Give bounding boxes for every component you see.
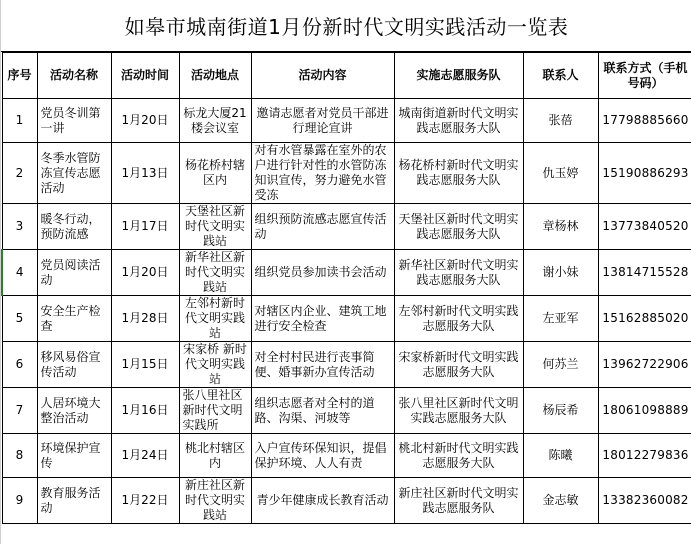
cell-service-team[interactable]: 左邻村新时代文明实践志愿服务大队 bbox=[394, 296, 523, 342]
cell-activity-time[interactable]: 1月20日 bbox=[111, 99, 179, 143]
cell-phone[interactable]: 17798885660 bbox=[598, 99, 691, 143]
cell-activity-place[interactable]: 桃北村辖区内 bbox=[179, 434, 251, 478]
activity-table bbox=[1, 52, 691, 524]
cell-activity-time[interactable]: 1月24日 bbox=[111, 434, 179, 478]
cell-service-team[interactable]: 天堡社区新时代文明实践志愿服务大队 bbox=[394, 204, 523, 250]
header-activity-time[interactable]: 活动时间 bbox=[111, 53, 179, 99]
cell-activity-place[interactable]: 新庄社区新时代文明实践站 bbox=[179, 478, 251, 524]
cell-contact[interactable]: 章杨林 bbox=[523, 204, 598, 250]
cell-activity-time[interactable]: 1月17日 bbox=[111, 204, 179, 250]
cell-activity-time[interactable]: 1月13日 bbox=[111, 143, 179, 204]
cell-activity-name[interactable]: 安全生产检查 bbox=[37, 296, 111, 342]
cell-activity-content[interactable]: 对有水管暴露在室外的农户进行针对性的水管防冻知识宣传，努力避免水管受冻 bbox=[251, 143, 394, 204]
cell-activity-content[interactable]: 组织志愿者对全村的道路、沟渠、河坡等 bbox=[251, 388, 394, 434]
cell-activity-content[interactable]: 邀请志愿者对党员干部进行理论宣讲 bbox=[251, 99, 394, 143]
cell-phone[interactable]: 13773840520 bbox=[598, 204, 691, 250]
cell-activity-name[interactable]: 移风易俗宣传活动 bbox=[37, 342, 111, 388]
header-service-team[interactable]: 实施志愿服务队 bbox=[394, 53, 523, 99]
cell-activity-content[interactable]: 组织预防流感志愿宣传活动 bbox=[251, 204, 394, 250]
cell-contact[interactable]: 金志敏 bbox=[523, 478, 598, 524]
table-row bbox=[2, 342, 691, 388]
cell-index[interactable]: 2 bbox=[2, 143, 37, 204]
table-row bbox=[2, 99, 691, 143]
table-row bbox=[2, 250, 691, 296]
table-title: 如皋市城南街道1月份新时代文明实践活动一览表 bbox=[124, 15, 569, 39]
cell-index[interactable]: 1 bbox=[2, 99, 37, 143]
cell-activity-content[interactable]: 对全村村民进行丧事简便、婚事新办宣传活动 bbox=[251, 342, 394, 388]
cell-contact[interactable]: 张蓓 bbox=[523, 99, 598, 143]
cell-phone[interactable]: 13962722906 bbox=[598, 342, 691, 388]
table-row bbox=[2, 478, 691, 524]
cell-contact[interactable]: 杨辰希 bbox=[523, 388, 598, 434]
cell-index[interactable]: 8 bbox=[2, 434, 37, 478]
table-row bbox=[2, 388, 691, 434]
table-title-cell[interactable] bbox=[1, 0, 691, 52]
cell-index[interactable]: 9 bbox=[2, 478, 37, 524]
cell-service-team[interactable]: 城南街道新时代文明实践志愿服务大队 bbox=[394, 99, 523, 143]
cell-activity-content[interactable]: 青少年健康成长教育活动 bbox=[251, 478, 394, 524]
cell-service-team[interactable]: 张八里社区新时代文明实践志愿服务大队 bbox=[394, 388, 523, 434]
cell-activity-place[interactable]: 宋家桥 新时代文明实践站 bbox=[179, 342, 251, 388]
cell-activity-time[interactable]: 1月28日 bbox=[111, 296, 179, 342]
header-activity-name[interactable]: 活动名称 bbox=[37, 53, 111, 99]
cell-service-team[interactable]: 宋家桥新时代文明实践志愿服务大队 bbox=[394, 342, 523, 388]
cell-contact[interactable]: 何苏兰 bbox=[523, 342, 598, 388]
cell-contact[interactable]: 陈曦 bbox=[523, 434, 598, 478]
header-contact[interactable]: 联系人 bbox=[523, 53, 598, 99]
header-index[interactable]: 序号 bbox=[2, 53, 37, 99]
cell-phone[interactable]: 13814715528 bbox=[598, 250, 691, 296]
table-row bbox=[2, 204, 691, 250]
cell-activity-name[interactable]: 环境保护宣传 bbox=[37, 434, 111, 478]
cell-service-team[interactable]: 桃北村新时代文明实践志愿服务大队 bbox=[394, 434, 523, 478]
cell-activity-content[interactable]: 组织党员参加读书会活动 bbox=[251, 250, 394, 296]
cell-phone[interactable]: 15190886293 bbox=[598, 143, 691, 204]
cell-index[interactable]: 6 bbox=[2, 342, 37, 388]
cell-service-team[interactable]: 杨花桥村新时代文明实践志愿服务大队 bbox=[394, 143, 523, 204]
header-activity-place[interactable]: 活动地点 bbox=[179, 53, 251, 99]
cell-activity-name[interactable]: 教育服务活动 bbox=[37, 478, 111, 524]
cell-phone[interactable]: 18061098889 bbox=[598, 388, 691, 434]
cell-activity-place[interactable]: 左邻村新时代文明实践站 bbox=[179, 296, 251, 342]
cell-phone[interactable]: 15162885020 bbox=[598, 296, 691, 342]
cell-activity-place[interactable]: 新华社区新时代文明实践站 bbox=[179, 250, 251, 296]
table-row bbox=[2, 296, 691, 342]
cell-activity-place[interactable]: 标龙大厦21楼会议室 bbox=[179, 99, 251, 143]
cell-activity-time[interactable]: 1月22日 bbox=[111, 478, 179, 524]
cell-activity-content[interactable]: 对辖区内企业、建筑工地进行安全检查 bbox=[251, 296, 394, 342]
header-phone[interactable]: 联系方式（手机号码） bbox=[598, 53, 691, 99]
cell-service-team[interactable]: 新庄社区新时代文明实践志愿服务队 bbox=[394, 478, 523, 524]
cell-activity-place[interactable]: 杨花桥村辖区内 bbox=[179, 143, 251, 204]
cell-activity-name[interactable]: 党员冬训第一讲 bbox=[37, 99, 111, 143]
cell-index[interactable]: 5 bbox=[2, 296, 37, 342]
header-activity-content[interactable]: 活动内容 bbox=[251, 53, 394, 99]
cell-phone[interactable]: 18012279836 bbox=[598, 434, 691, 478]
cell-index[interactable]: 7 bbox=[2, 388, 37, 434]
table-row bbox=[2, 434, 691, 478]
cell-activity-place[interactable]: 张八里社区新时代文明实践所 bbox=[179, 388, 251, 434]
cell-index[interactable]: 3 bbox=[2, 204, 37, 250]
cell-activity-place[interactable]: 天堡社区新时代文明实践站 bbox=[179, 204, 251, 250]
header-row bbox=[2, 53, 691, 99]
cell-activity-name[interactable]: 暖冬行动，预防流感 bbox=[37, 204, 111, 250]
cell-activity-name[interactable]: 党员阅读活动 bbox=[37, 250, 111, 296]
cell-activity-time[interactable]: 1月20日 bbox=[111, 250, 179, 296]
cell-phone[interactable]: 13382360082 bbox=[598, 478, 691, 524]
cell-activity-time[interactable]: 1月16日 bbox=[111, 388, 179, 434]
table-row bbox=[2, 143, 691, 204]
cell-contact[interactable]: 仇玉婷 bbox=[523, 143, 598, 204]
cell-activity-name[interactable]: 冬季水管防冻宣传志愿活动 bbox=[37, 143, 111, 204]
cell-contact[interactable]: 左亚军 bbox=[523, 296, 598, 342]
cell-activity-name[interactable]: 人居环境大整治活动 bbox=[37, 388, 111, 434]
cell-activity-content[interactable]: 入户宣传环保知识，提倡保护环境、人人有责 bbox=[251, 434, 394, 478]
cell-index[interactable]: 4 bbox=[2, 250, 37, 296]
cell-service-team[interactable]: 新华社区新时代文明实践志愿服务大队 bbox=[394, 250, 523, 296]
cell-activity-time[interactable]: 1月15日 bbox=[111, 342, 179, 388]
cell-contact[interactable]: 谢小妹 bbox=[523, 250, 598, 296]
